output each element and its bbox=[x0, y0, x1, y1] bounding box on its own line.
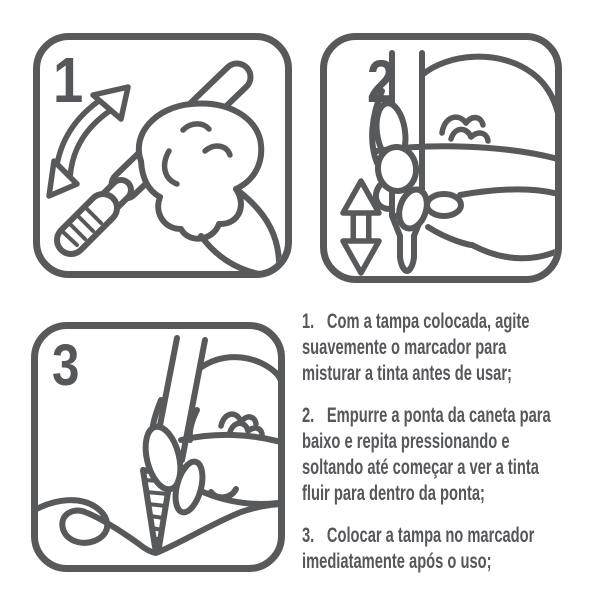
instruction-list bbox=[302, 309, 596, 591]
step-panel-2 bbox=[320, 33, 562, 283]
instruction-item-2 bbox=[302, 403, 596, 507]
instruction-item-1 bbox=[302, 309, 596, 387]
step-number-1: 1 bbox=[53, 44, 84, 116]
item-1-line-2: suavemente o marcador para bbox=[302, 336, 507, 359]
item-1-line-3: misturar a tinta antes de usar; bbox=[302, 362, 512, 385]
press-tip-illustration bbox=[320, 33, 562, 283]
item-2-line-2: baixo e repita pressionando e bbox=[302, 430, 510, 453]
hand bbox=[139, 103, 285, 275]
item-2-line-3: soltando até começar a ver a tinta bbox=[302, 456, 539, 479]
gripping-fingers bbox=[372, 91, 562, 245]
item-2-number: 2. bbox=[302, 404, 315, 427]
step-number-3: 3 bbox=[52, 333, 80, 398]
item-3-line-1: Colocar a tampa no marcador bbox=[326, 524, 535, 547]
item-3-line-2: imediatamente após o uso; bbox=[302, 550, 492, 573]
step-panel-1 bbox=[33, 33, 292, 278]
item-2-line-4: fluir para dentro da ponta; bbox=[302, 482, 485, 505]
item-1-line-1: Com a tampa colocada, agite bbox=[326, 310, 530, 333]
item-1-number: 1. bbox=[302, 310, 315, 333]
item-3-number: 3. bbox=[302, 524, 315, 547]
step-number-2: 2 bbox=[367, 48, 396, 115]
step-panel-3 bbox=[31, 322, 285, 572]
instruction-item-3 bbox=[302, 523, 596, 575]
item-2-line-1: Empurre a ponta da caneta para bbox=[326, 404, 551, 427]
